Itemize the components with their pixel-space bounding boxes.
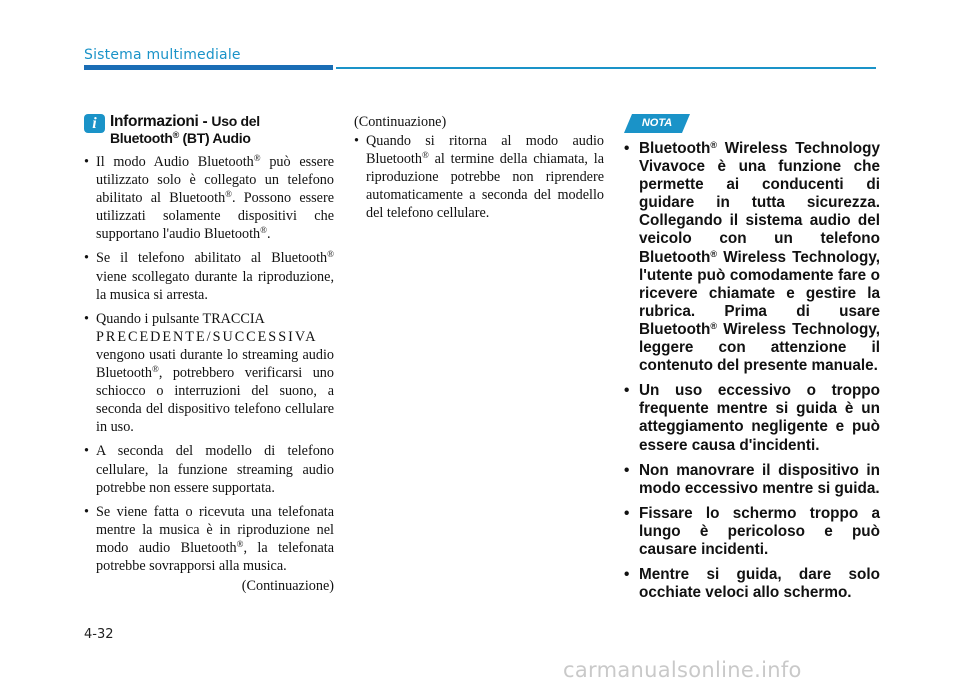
- header-rule: [336, 67, 876, 69]
- watermark: carmanualsonline.info: [563, 658, 802, 682]
- list-item: • Se il telefono abilitato al Bluetooth® viene scollegato durante la riproduzione, la musica si arresta.: [84, 249, 334, 303]
- info-title: Informazioni - Uso del Bluetooth® (BT) Audio: [110, 113, 260, 146]
- nota-column: [624, 140, 880, 609]
- header-bar-dark: [84, 65, 333, 70]
- list-item: • A seconda del modello di telefono cellulare, la funzione streaming audio potrebbe non essere supportata.: [84, 442, 334, 496]
- list-item: • Un uso eccessivo o troppo frequente mentre si guida è un atteggiamento negligente e può essere causa d'incidenti.: [624, 382, 880, 454]
- list-item: • Quando i pulsante TRACCIA PRECEDENTE/SUCCESSIVA vengono usati durante lo streaming audio Bluetooth®, potrebbero verificarsi uno schiocco o interruzioni del suono, a seconda del dispositivo telefono cellulare in uso.: [84, 310, 334, 437]
- info-column: [84, 113, 334, 595]
- nota-badge: [624, 114, 690, 133]
- continued-list: [354, 132, 604, 222]
- continued-label: (Continuazione): [241, 578, 334, 595]
- list-item: • Quando si ritorna al modo audio Bluetooth® al termine della chiamata, la riproduzione potrebbe non riprendere automaticamente a seconda del modello del telefono cellulare.: [354, 132, 604, 222]
- list-item: • Non manovrare il dispositivo in modo eccessivo mentre si guida.: [624, 462, 880, 498]
- continued-heading: (Continuazione): [354, 114, 447, 130]
- list-item: • Mentre si guida, dare solo occhiate veloci allo schermo.: [624, 566, 880, 602]
- list-item: • Fissare lo schermo troppo a lungo è pericoloso e può causare incidenti.: [624, 505, 880, 559]
- info-header: [84, 113, 334, 149]
- nota-label: NOTA: [641, 117, 673, 129]
- info-icon: i: [84, 114, 105, 133]
- section-title: Sistema multimediale: [84, 47, 241, 63]
- list-item: • Bluetooth® Wireless Technology Vivavoce è una funzione che permette ai conducenti di guidare in tutta sicurezza. Collegando il sistema audio del veicolo con un telefono Bluetooth® Wireless Technology, l'utente può comodamente fare o ricevere chiamate e gestire la rubrica. Prima di usare Bluetooth® Wireless Technology, leggere con attenzione il contenuto del presente manuale.: [624, 140, 880, 375]
- list-item: • Il modo Audio Bluetooth® può essere utilizzato solo è collegato un telefono abilitato al Bluetooth®. Possono essere utilizzati solamente dispositivi che supportano l'audio Bluetooth®.: [84, 153, 334, 243]
- info-list: [84, 153, 334, 575]
- list-item: • Se viene fatta o ricevuta una telefonata mentre la musica è in riproduzione nel modo audio Bluetooth®, la telefonata potrebbe sovrapporsi alla musica.: [84, 503, 334, 575]
- continued-column: [354, 113, 604, 229]
- nota-list: [624, 140, 880, 602]
- page-number: 4-32: [84, 627, 114, 642]
